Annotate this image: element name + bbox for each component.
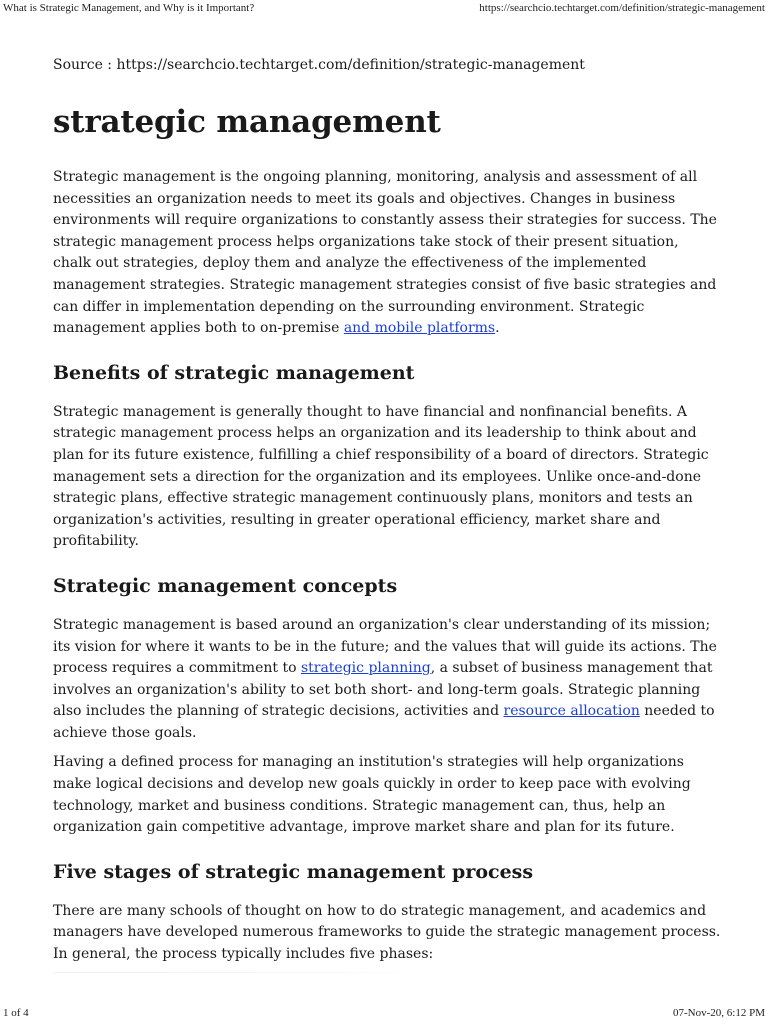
resource-allocation-link[interactable]: resource allocation [503,703,640,720]
concepts-text-3: needed to achieve those goals. [53,703,715,741]
concepts-heading: Strategic management concepts [53,574,398,597]
five-stages-paragraph: There are many schools of thought on how to do strategic management, and academics and managers have developed numerous frameworks to guide the strategic management process. In general, the process typically includes five phases: [53,902,721,963]
print-timestamp: 07-Nov-20, 6:12 PM [673,1007,765,1019]
article-content [53,54,721,973]
intro-paragraph [53,167,721,340]
print-header-url: https://searchcio.techtarget.com/definition/strategic-management [479,2,765,14]
benefits-paragraph: Strategic management is generally thought to have financial and nonfinancial benefits. A strategic management process helps an organization and its leadership to think about and plan for its future existence, fulfilling a chief responsibility of a board of directors. Strategic management sets a direction for the organization and its employees. Unlike once-and-done strategic plans, effective strategic management continuously plans, monitors and tests an organization's activities, resulting in greater operational efficiency, market share and profitability. [53,403,709,550]
concepts-text-2: , a subset of business management that involves an organization's ability to set both short- and long-term goals. Strategic planning also includes the planning of strategic decisions, activities and [53,660,713,720]
print-header [3,2,765,16]
intro-text-end: . [495,320,500,337]
page-break-divider [53,972,425,973]
strategic-planning-link[interactable]: strategic planning [300,660,431,677]
page-title: strategic management [53,104,441,140]
benefits-heading: Benefits of strategic management [53,361,415,384]
five-stages-heading: Five stages of strategic management process [53,860,534,883]
concepts-text-1: Strategic management is based around an organization's clear understanding of its mission; its vision for where it wants to be in the future; and the values that will guide its actions. The process requires a commitment to [53,616,717,677]
concepts-paragraph-2: Having a defined process for managing an institution's strategies will help organizations make logical decisions and develop new goals quickly in order to keep pace with evolving technology, market and business conditions. Strategic management can, thus, help an organization gain competitive advantage, improve market share and plan for its future. [53,754,691,836]
mobile-platforms-link[interactable]: and mobile platforms [343,320,496,337]
intro-text: Strategic management is the ongoing planning, monitoring, analysis and assessment of all necessities an organization needs to meet its goals and objectives. Changes in business environments will require organizations to constantly assess their strategies for success. The strategic management process helps organizations take stock of their present situation, chalk out strategies, deploy them and analyze the effectiveness of the implemented management strategies. Strategic management strategies consist of five basic strategies and can differ in implementation depending on the surrounding environment. Strategic management applies both to on-premise [53,169,717,337]
source-line: Source : https://searchcio.techtarget.com/definition/strategic-management [53,57,585,73]
page-number: 1 of 4 [3,1007,29,1019]
concepts-paragraph-1 [53,615,721,745]
print-header-title: What is Strategic Management, and Why is it Important? [3,2,255,14]
print-footer [3,1007,765,1021]
